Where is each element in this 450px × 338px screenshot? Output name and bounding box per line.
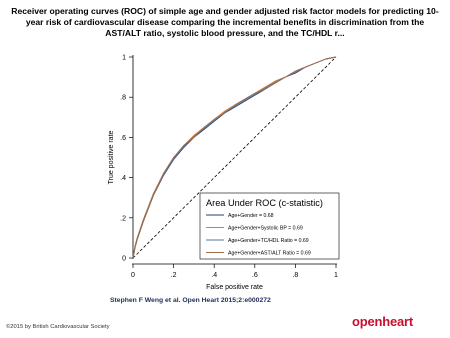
- legend-entry: Age+Gender = 0.68: [228, 213, 274, 219]
- x-tick-label: 0: [131, 272, 135, 279]
- legend-entry: Age+Gender+Systolic BP = 0.69: [228, 225, 303, 232]
- legend-entry: Age+Gender+TC/HDL Ratio = 0.69: [228, 238, 309, 244]
- y-tick-label: 1: [122, 54, 126, 62]
- y-tick-label: .6: [120, 134, 126, 142]
- y-tick-label: .2: [120, 215, 126, 223]
- y-tick-label: .4: [120, 175, 126, 183]
- x-tick-label: .6: [251, 272, 258, 279]
- x-tick-label: .8: [292, 272, 299, 279]
- citation: Stephen F Weng et al. Open Heart 2015;2:e000272: [110, 297, 271, 304]
- x-tick-label: .2: [170, 272, 177, 279]
- y-tick-label: .8: [120, 94, 126, 102]
- y-tick-label: 0: [122, 255, 126, 263]
- x-axis-label: False positive rate: [206, 284, 263, 291]
- x-tick-label: .4: [211, 272, 218, 279]
- legend: [200, 193, 339, 259]
- x-tick-label: 1: [334, 272, 338, 279]
- brand-logo: openheart: [352, 314, 414, 329]
- y-axis-label: True positive rate: [108, 130, 115, 185]
- figure-title: Receiver operating curves (ROC) of simple age and gender adjusted risk factor models for predicting 10-year risk of cardiovascular disease comparing the incremental benefits in discrimination from the AST/ALT ratio, systolic blood pressure, and the TC/HDL r...: [11, 6, 439, 38]
- copyright: ©2015 by British Cardiovascular Society: [6, 324, 110, 330]
- legend-entry: Age+Gender+AST/ALT Ratio = 0.69: [228, 250, 311, 257]
- legend-title: Area Under ROC (c-statistic): [206, 198, 323, 208]
